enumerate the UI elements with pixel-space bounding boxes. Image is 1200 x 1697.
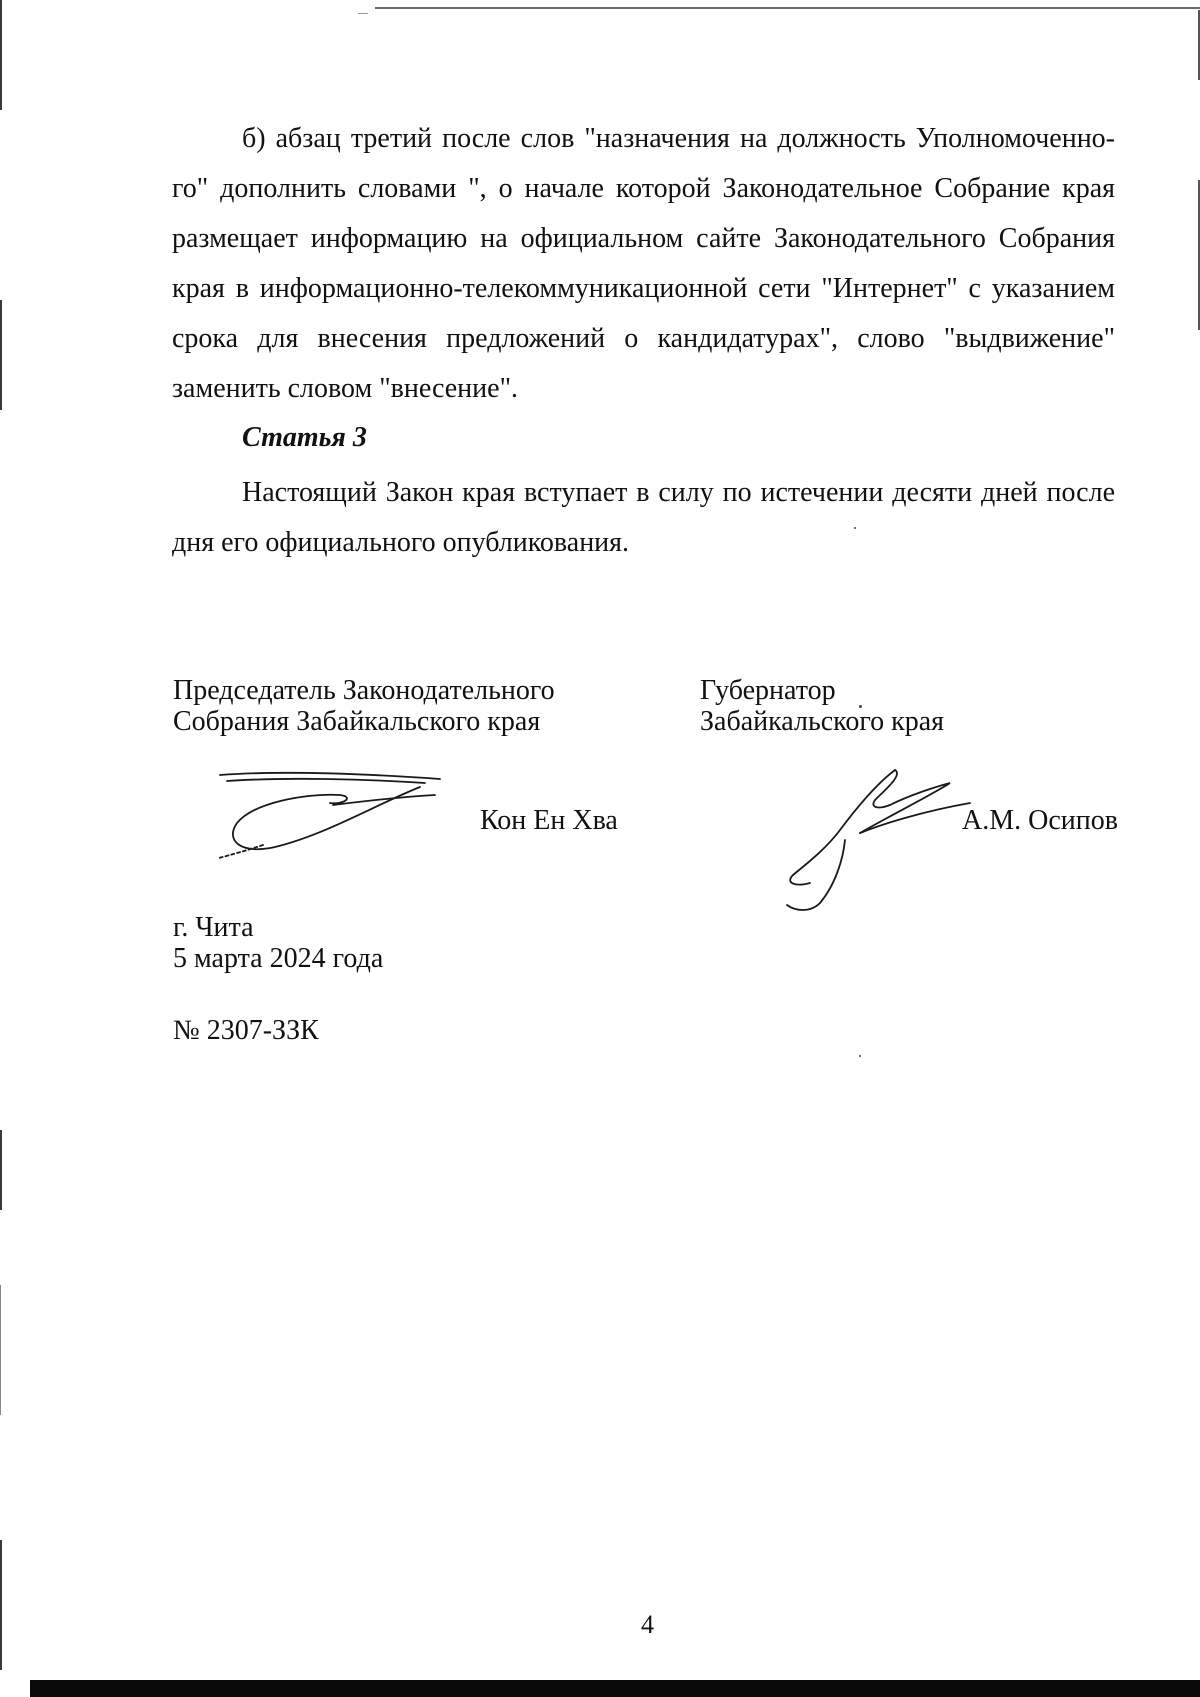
law-number [173, 1015, 319, 1046]
place: г. Чита [173, 912, 254, 943]
date: 5 марта 2024 года [173, 943, 384, 974]
governor-title-line-1: Губернатор [700, 675, 836, 706]
scan-left-edge [0, 300, 2, 410]
chair-title [173, 675, 555, 737]
article-heading: Статья 3 [242, 422, 367, 453]
scan-left-edge [0, 1130, 2, 1210]
law-number-text: № 2307-ЗЗК [173, 1015, 319, 1046]
page-number: 4 [641, 1610, 654, 1639]
scan-bottom-bar [30, 1680, 1200, 1697]
amendment-paragraph-block [172, 114, 1115, 414]
scan-left-edge [0, 1540, 2, 1670]
article-text-block [172, 468, 1115, 568]
scan-left-edge [0, 1285, 1, 1415]
place-and-date [173, 912, 383, 974]
article-text: Настоящий Закон края вступает в силу по истечении десяти дней после дня его официального опубликования. [172, 477, 1115, 558]
governor-signature [785, 765, 975, 915]
chair-name: Кон Ен Хва [480, 805, 618, 836]
scan-left-edge [0, 0, 2, 110]
governor-name: А.М. Осипов [962, 805, 1118, 836]
scan-top-border [375, 7, 1200, 9]
chair-title-line-1: Председатель Законодательного [173, 675, 555, 706]
chair-title-line-2: Собрания Забайкальского края [173, 706, 541, 737]
amendment-paragraph: б) абзац третий после слов "назначения на должность Уполномоченно-го" дополнить словами ", о начале которой Законодательное Собрание края размещает информацию на официальном сайте Законодательного Собрания края в информационно-телекоммуникационной сети "Интернет" с указанием срока для внесения предложений о кандидатурах", слово "выдвижение" заменить словом "внесение". [172, 123, 1115, 404]
governor-title-line-2: Забайкальского края [700, 706, 945, 737]
governor-title [700, 675, 944, 737]
chair-signature [215, 765, 450, 860]
scan-speck [859, 1055, 861, 1057]
scan-top-mark [358, 13, 368, 14]
